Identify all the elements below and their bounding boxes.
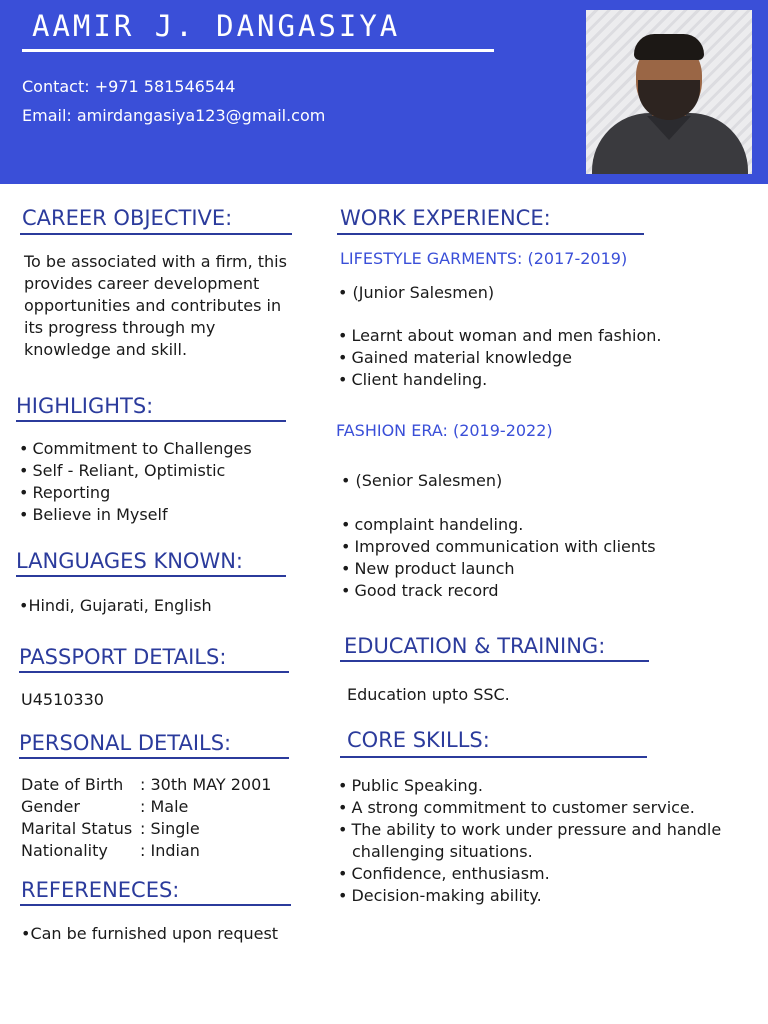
contact-email: Email: amirdangasiya123@gmail.com xyxy=(22,106,326,125)
job-points-1 xyxy=(338,325,661,391)
work-experience-rule xyxy=(337,233,644,235)
list-item: • Learnt about woman and men fashion. xyxy=(338,325,661,347)
list-item: • Decision-making ability. xyxy=(338,885,721,907)
highlights-title: HIGHLIGHTS: xyxy=(16,394,154,418)
name-underline xyxy=(22,49,494,52)
list-item: • Self - Reliant, Optimistic xyxy=(19,460,252,482)
highlights-list xyxy=(19,438,252,526)
languages-text: •Hindi, Gujarati, English xyxy=(19,596,212,615)
references-rule xyxy=(20,904,291,906)
job-role-1: • (Junior Salesmen) xyxy=(338,283,495,302)
list-item: challenging situations. xyxy=(352,842,533,861)
references-text: •Can be furnished upon request xyxy=(21,924,279,943)
list-item: • Reporting xyxy=(19,482,252,504)
list-item: • Good track record xyxy=(341,580,656,602)
marital-status-row: Marital Status : Single xyxy=(21,819,200,838)
passport-number: U4510330 xyxy=(21,690,104,709)
job-company-2: FASHION ERA: (2019-2022) xyxy=(336,421,553,440)
career-objective-title: CAREER OBJECTIVE: xyxy=(22,206,233,230)
list-item: • The ability to work under pressure and handle xyxy=(338,819,721,841)
core-skills-title: CORE SKILLS: xyxy=(347,728,490,752)
profile-photo xyxy=(586,10,752,174)
personal-details-rule xyxy=(19,757,289,759)
list-item: • Public Speaking. xyxy=(338,775,721,797)
personal-details-title: PERSONAL DETAILS: xyxy=(19,731,232,755)
job-role-2: • (Senior Salesmen) xyxy=(341,471,503,490)
passport-title: PASSPORT DETAILS: xyxy=(19,645,227,669)
references-title: REFERENECES: xyxy=(21,878,180,902)
resume-header xyxy=(0,0,768,184)
list-item: • Commitment to Challenges xyxy=(19,438,252,460)
core-skills-rule xyxy=(340,756,647,758)
core-skills-list xyxy=(338,775,721,907)
languages-rule xyxy=(16,575,286,577)
gender-row: Gender : Male xyxy=(21,797,189,816)
list-item: • Client handeling. xyxy=(338,369,661,391)
education-title: EDUCATION & TRAINING: xyxy=(344,634,606,658)
work-experience-title: WORK EXPERIENCE: xyxy=(340,206,551,230)
list-item: • complaint handeling. xyxy=(341,514,656,536)
job-points-2 xyxy=(341,514,656,602)
education-rule xyxy=(340,660,649,662)
dob-row: Date of Birth : 30th MAY 2001 xyxy=(21,775,272,794)
job-company-1: LIFESTYLE GARMENTS: (2017-2019) xyxy=(340,249,628,268)
contact-phone: Contact: +971 581546544 xyxy=(22,77,236,96)
list-item: • Confidence, enthusiasm. xyxy=(338,863,721,885)
education-text: Education upto SSC. xyxy=(347,685,510,704)
passport-rule xyxy=(19,671,289,673)
highlights-rule xyxy=(16,420,286,422)
list-item: • Gained material knowledge xyxy=(338,347,661,369)
list-item: • Improved communication with clients xyxy=(341,536,656,558)
list-item: • New product launch xyxy=(341,558,656,580)
candidate-name: AAMIR J. DANGASIYA xyxy=(32,9,401,43)
career-objective-text: To be associated with a firm, this provides career development opportunities and contributes in its progress through my knowledge and skill. xyxy=(24,252,287,359)
list-item: • A strong commitment to customer service. xyxy=(338,797,721,819)
languages-title: LANGUAGES KNOWN: xyxy=(16,549,244,573)
career-objective-rule xyxy=(20,233,292,235)
list-item: • Believe in Myself xyxy=(19,504,252,526)
nationality-row: Nationality : Indian xyxy=(21,841,200,860)
